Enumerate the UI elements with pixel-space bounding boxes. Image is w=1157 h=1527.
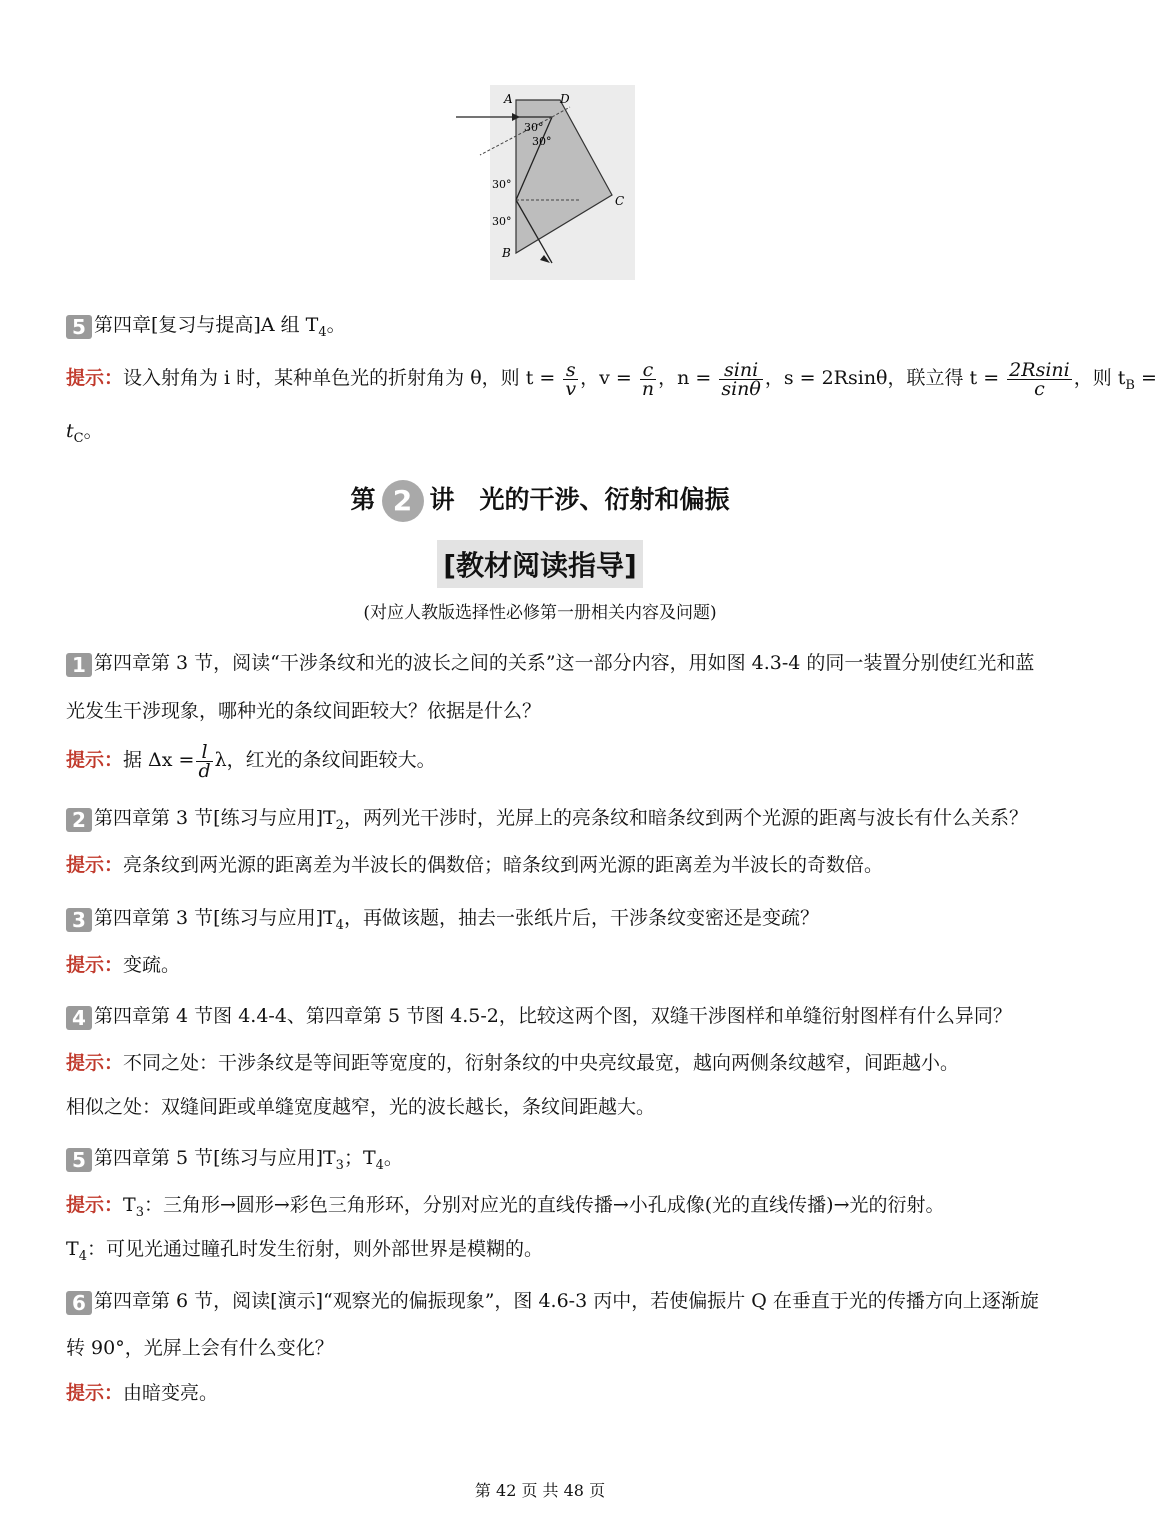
fraction-2rsin: $\frac{2Rsini}{c}$ [1009, 358, 1070, 400]
question-1: 1 第四章第 3 节，阅读“干涉条纹和光的波长之间的关系”这一部分内容，用如图 4.3-4 的同一装置分别使红光和蓝 [66, 650, 1034, 677]
question-number-badge: 3 [66, 908, 92, 932]
hint-5-cont: $T_4$：可见光通过瞳孔时发生衍射，则外部世界是模糊的。 [66, 1238, 543, 1264]
question-6: 6 第四章第 6 节，阅读[演示]“观察光的偏振现象”，图 4.6-3 丙中，若使偏振片 Q 在垂直于光的传播方向上逐渐旋 [66, 1288, 1039, 1315]
hint-label: 提示： [66, 1382, 124, 1404]
question-4: 4 第四章第 4 节图 4.4-4、第四章第 5 节图 4.5-2，比较这两个图，双缝干涉图样和单缝衍射图样有什么异同？ [66, 1003, 1012, 1030]
label-C: C [615, 194, 625, 208]
fraction-l-d: $\frac{l}{d}$ [198, 740, 211, 782]
question-6-cont: 转 90°，光屏上会有什么变化？ [66, 1337, 334, 1359]
page-footer: 第 42 页 共 48 页 [474, 1481, 606, 1500]
lecture-number-badge: 2 [382, 480, 424, 522]
angle-label-4: 30° [492, 215, 512, 228]
fraction-s-v: $\frac{s}{v}$ [565, 358, 577, 400]
hint-6: 提示：由暗变亮。 [66, 1382, 219, 1404]
section-note: (对应人教版选择性必修第一册相关内容及问题) [363, 603, 717, 623]
hint-2: 提示：亮条纹到两光源的距离差为半波长的偶数倍；暗条纹到两光源的距离差为半波长的奇数倍。 [66, 854, 884, 876]
hint-label: 提示： [66, 367, 124, 389]
hint-3: 提示：变疏。 [66, 954, 181, 976]
hint-label: 提示： [66, 1194, 124, 1216]
lecture-title: 第 2 讲 光的干涉、衍射和偏振 [0, 478, 1080, 522]
question-1-cont: 光发生干涉现象，哪种光的条纹间距较大？依据是什么？ [66, 700, 542, 722]
question-number-badge: 5 [66, 315, 92, 339]
section-heading: [教材阅读指导] [0, 540, 1080, 588]
question-number-badge: 2 [66, 808, 92, 832]
prism-figure [440, 85, 650, 280]
hint-label: 提示： [66, 854, 124, 876]
angle-label-1: 30° [524, 121, 544, 134]
label-D: D [560, 92, 570, 106]
question-number-badge: 5 [66, 1148, 92, 1172]
hint-5: 提示：$T_3$：三角形→圆形→彩色三角形环，分别对应光的直线传播→小孔成像(光的直线传播)→光的衍射。 [66, 1194, 945, 1220]
hint-4-cont: 相似之处：双缝间距或单缝宽度越窄，光的波长越长，条纹间距越大。 [66, 1096, 656, 1118]
question-5: 5 第四章第 5 节[练习与应用]$T_3$；$T_4$。 [66, 1145, 403, 1179]
label-B: B [502, 246, 511, 260]
fraction-sin: $\frac{\sin i}{\sin\theta}$ [721, 358, 761, 400]
fraction-c-n: $\frac{c}{n}$ [641, 358, 655, 400]
question-5-top: 5 第四章[复习与提高]A 组 $T_4$。 [66, 312, 346, 346]
hint-label: 提示： [66, 1052, 124, 1074]
hint-label: 提示： [66, 954, 124, 976]
question-number-badge: 1 [66, 653, 92, 677]
hint-4: 提示：不同之处：干涉条纹是等间距等宽度的，衍射条纹的中央亮纹最宽，越向两侧条纹越窄，间距越小。 [66, 1052, 960, 1074]
label-A: A [504, 92, 513, 106]
angle-label-3: 30° [492, 178, 512, 191]
question-number-badge: 4 [66, 1006, 92, 1030]
hint-q5-top: 提示：设入射角为 i 时，某种单色光的折射角为 θ，则 t = $\frac{s}{v}$ ，v = $\frac{c}{n}$ ，n = $\frac{\sin i}{\sin\theta}$ ，s = 2Rsinθ，联立得 t = $\frac{2Rsini}{c}$ ，则 $t_B$ = [66, 358, 1157, 400]
question-3: 3 第四章第 3 节[练习与应用]$T_4$，再做该题，抽去一张纸片后，干涉条纹变密还是变疏？ [66, 905, 819, 939]
angle-label-2: 30° [532, 135, 552, 148]
question-number-badge: 6 [66, 1291, 92, 1315]
hint-q5-top-cont: $t_C$。 [66, 420, 103, 446]
question-2: 2 第四章第 3 节[练习与应用]$T_2$，两列光干涉时，光屏上的亮条纹和暗条纹到两个光源的距离与波长有什么关系？ [66, 805, 1028, 839]
hint-label: 提示： [66, 749, 124, 771]
hint-1: 提示：据 Δx = $\frac{l}{d}$ λ，红光的条纹间距较大。 [66, 740, 436, 782]
